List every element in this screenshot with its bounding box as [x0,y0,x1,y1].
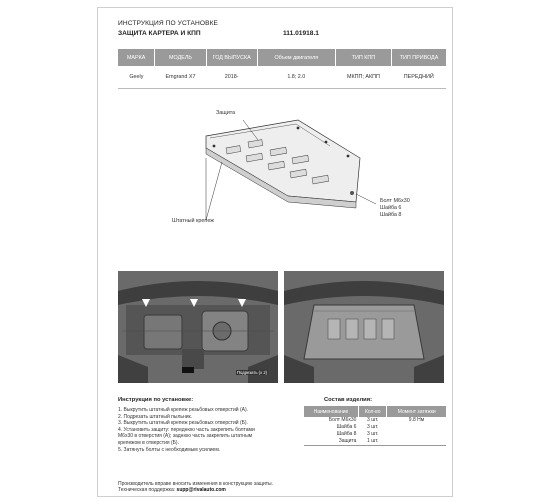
installed-guard-illustration [284,271,444,383]
underside-photo-after [284,271,444,383]
part-number: 111.01918.1 [283,30,319,37]
instruction-step: М6х30 в отверстия (А); заднюю часть закрепить штатным [118,433,253,440]
kit-item-name: Болт М6х30 [328,417,357,423]
instruction-step: 4. Установить защиту: переднюю часть закрепить болтами [118,426,255,433]
label-standard-mount: Штатный крепеж [172,218,214,224]
specs-header-cell: ТИП ПРИВОДА [392,49,447,66]
specs-header-row [118,49,446,66]
kit-contents-table [304,406,446,446]
instruction-step: 1. Выкрутить штатный крепеж резьбовых отверстий (А). [118,407,248,413]
header-line1: ИНСТРУКЦИЯ ПО УСТАНОВКЕ [118,20,219,27]
kit-item-name: Шайба 8 [336,431,357,437]
vehicle-specs-table [118,49,446,89]
kit-item-torque [387,438,446,446]
kit-row [304,431,446,438]
specs-cell: МКПП; АКПП [335,66,391,89]
kit-header-cell: Момент затяжки [387,406,446,417]
underside-photo-before [118,271,278,383]
specs-cell: ПЕРЕДНИЙ [392,66,447,89]
guard-plate-drawing [98,98,454,268]
specs-cell: 1.8; 2.0 [257,66,335,89]
label-washer8: Шайба 8 [380,212,402,218]
footer-support [118,487,273,493]
kit-item-torque [387,424,446,431]
instruction-sheet [97,7,453,497]
specs-header-cell: МОДЕЛЬ [155,49,206,66]
kit-row [304,417,446,424]
label-bolt: Болт М6х30 [380,198,410,204]
instruction-step: 5. Затянуть болты с необходимым усилием. [118,446,221,453]
kit-header-cell: Наименование [304,406,358,417]
kit-item-torque: 9.8 Нм [408,417,425,423]
specs-header-cell: ТИП КПП [335,49,391,66]
kit-header-cell: Кол-во [358,406,387,417]
instructions-title: Инструкция по установке: [118,397,194,403]
label-washer6: Шайба 6 [380,205,402,211]
kit-item-qty: 3 шт. [367,431,379,437]
footer [118,481,273,494]
specs-cell: 2018- [206,66,257,89]
kit-header-row [304,406,446,417]
label-guard: Защита [216,110,236,116]
support-email[interactable]: supp@rivalauto.com [176,487,226,494]
sheet-header [118,20,440,46]
instruction-step: 3. Выкрутить штатный крепеж резьбовых отверстий (Б). [118,420,248,427]
specs-row [118,66,446,89]
kit-title: Состав изделия: [324,397,373,403]
kit-item-qty: 3 шт. [367,424,379,430]
specs-cell: Emgrand X7 [155,66,206,89]
support-label: Техническая поддержка: [118,487,176,494]
specs-header-cell: МАРКА [118,49,155,66]
kit-item-torque [387,431,446,438]
kit-item-qty: 3 шт. [367,417,379,423]
footer-disclaimer: Производитель вправе вносить изменения в конструкцию защиты. [118,481,274,487]
specs-header-cell: Объем двигателя [257,49,335,66]
instructions-list [118,407,296,453]
underside-illustration [118,271,278,383]
header-line2: ЗАЩИТА КАРТЕРА И КПП [118,30,201,37]
instruction-step: 2. Подрезать штатный пыльник. [118,413,193,420]
specs-cell: Geely [118,66,155,89]
kit-item-name: Защита [304,438,358,446]
instruction-step: крепежом в отверстия (Б). [118,439,179,446]
specs-header-cell: ГОД ВЫПУСКА [206,49,257,66]
guard-plate-svg [98,98,454,268]
kit-row [304,438,446,446]
kit-row [304,424,446,431]
kit-item-qty: 1 шт. [358,438,387,446]
trim-tag: Подрезать (х 2) [237,370,268,375]
kit-item-name: Шайба 6 [336,424,357,430]
